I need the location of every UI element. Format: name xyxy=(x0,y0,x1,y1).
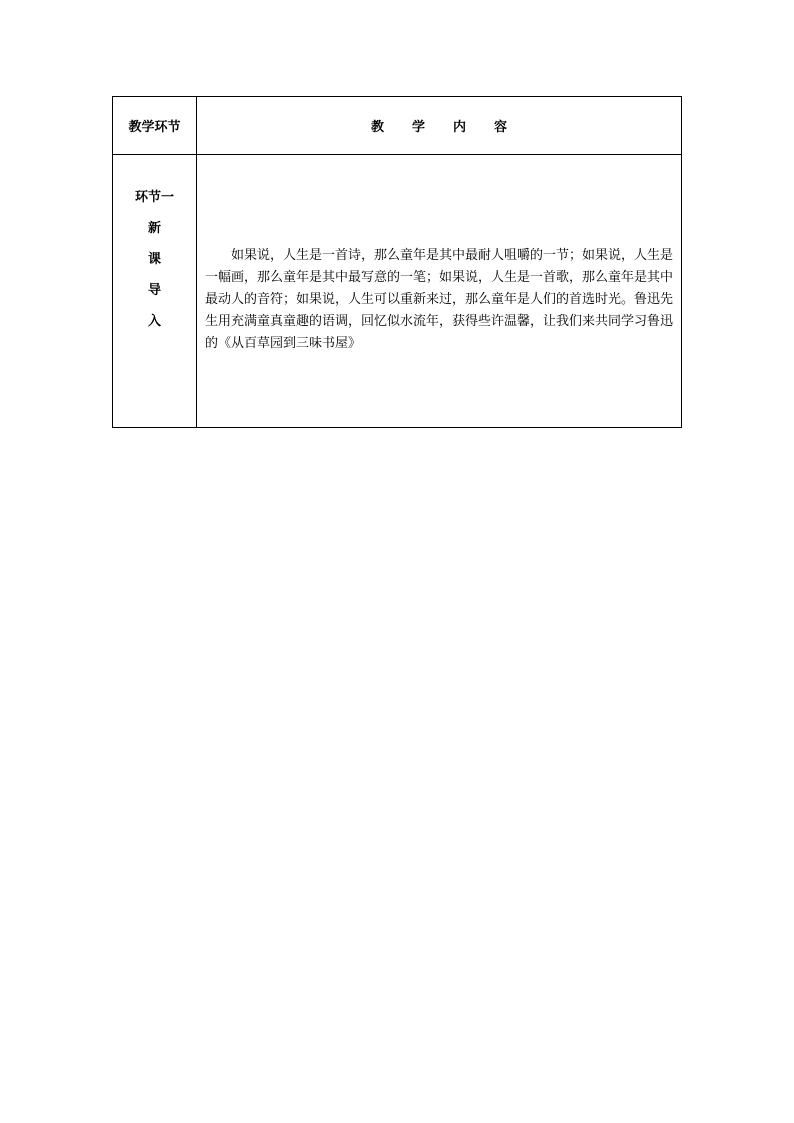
section-char: 新 xyxy=(147,221,161,236)
teaching-stage-header: 教学环节 xyxy=(113,97,197,155)
header-char: 内 xyxy=(453,120,467,135)
lesson-plan-table xyxy=(112,96,682,428)
header-char: 教 xyxy=(370,120,384,135)
header-char: 容 xyxy=(494,120,508,135)
section-char: 课 xyxy=(147,252,161,267)
section-char: 入 xyxy=(147,314,161,329)
section-label-cell xyxy=(113,155,197,428)
section-title: 环节一 xyxy=(134,190,174,205)
teaching-content-header xyxy=(197,97,682,155)
table-body-row xyxy=(113,155,682,428)
header-char: 学 xyxy=(411,120,425,135)
content-cell xyxy=(197,155,682,428)
introduction-paragraph: 如果说，人生是一首诗，那么童年是其中最耐人咀嚼的一节；如果说，人生是一幅画，那么童年是其中最写意的一笔；如果说，人生是一首歌，那么童年是其中最动人的音符；如果说，人生可以重新来过，那么童年是人们的首选时光。鲁迅先生用充满童真童趣的语调，回忆似水流年，获得些许温馨，让我们来共同学习鲁迅的《从百草园到三味书屋》 xyxy=(205,248,674,351)
section-char: 导 xyxy=(147,283,161,298)
section-label xyxy=(113,189,196,344)
table-header-row xyxy=(113,97,682,155)
